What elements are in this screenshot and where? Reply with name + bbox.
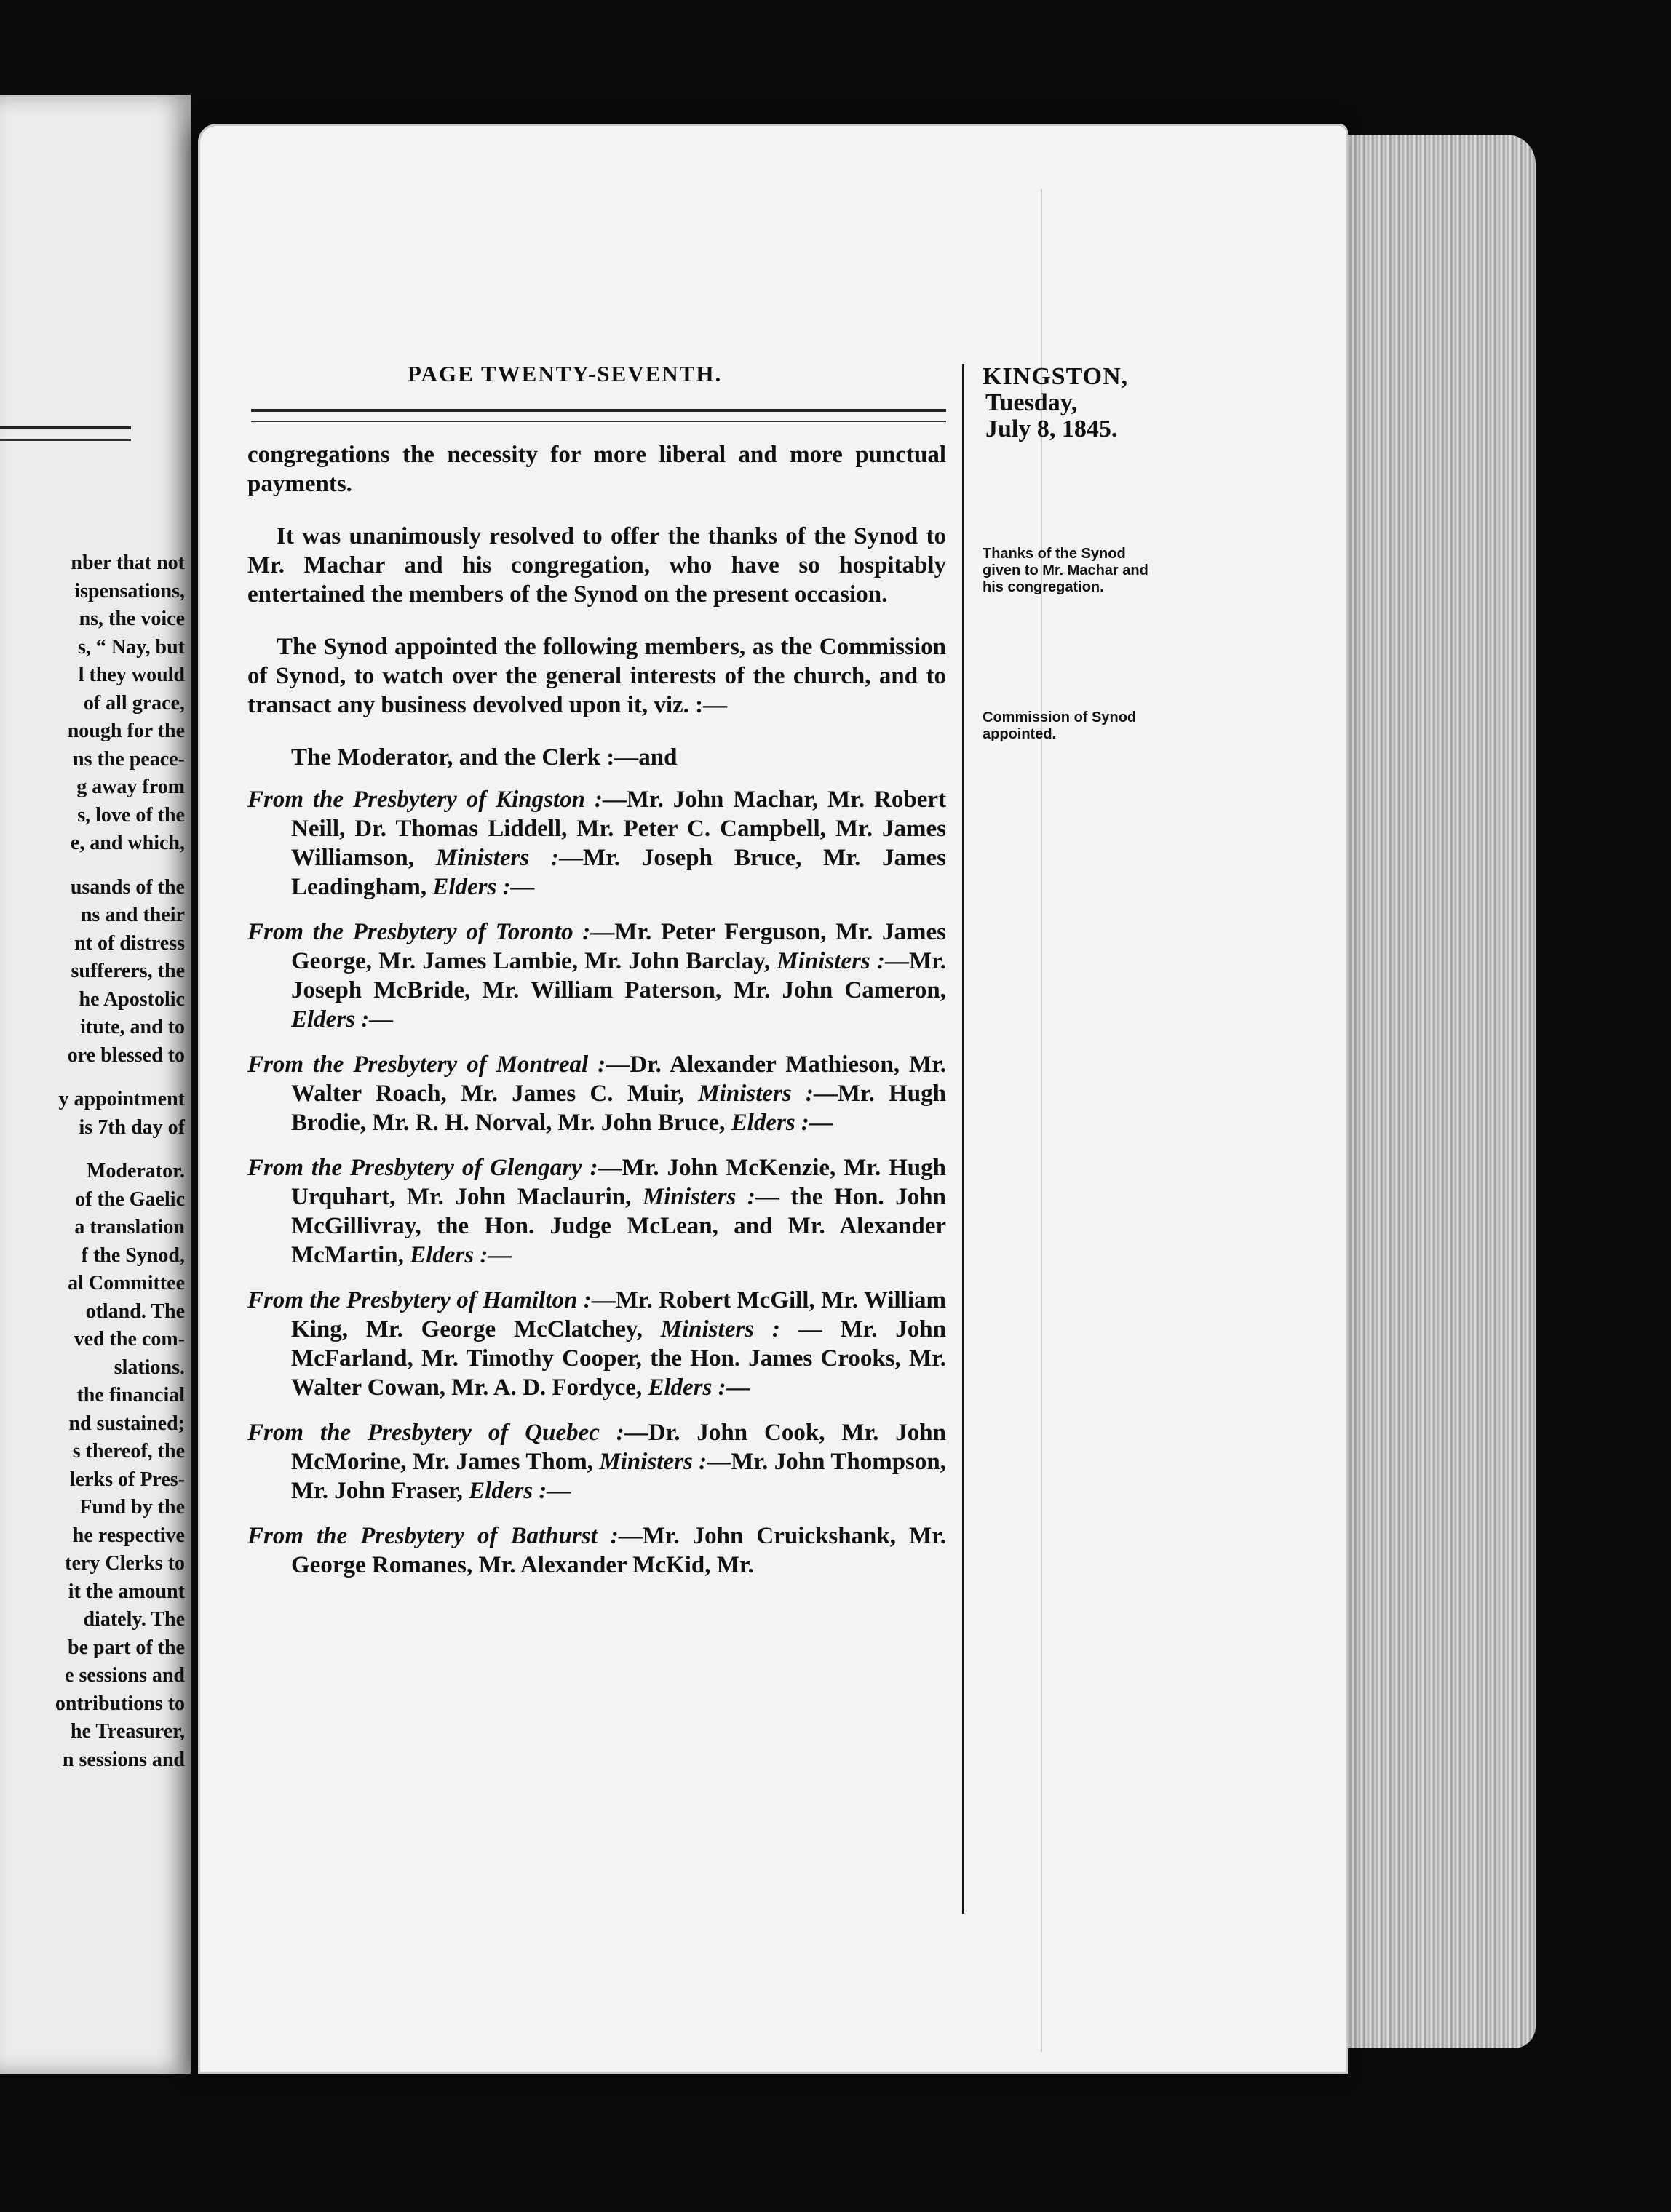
listing-ministers-label: Ministers :: [592, 1449, 707, 1475]
listing-elders: — the Hon. John McGillivray, the Hon. Judge McLean, and Mr. Alexander McMartin,: [291, 1184, 946, 1268]
margin-date: July 8, 1845.: [985, 415, 1118, 442]
left-page-line: otland. The: [85, 1300, 185, 1323]
listing-presbytery: [247, 785, 946, 902]
left-page-line: [0, 858, 185, 874]
left-page-line: ore blessed to: [67, 1043, 185, 1067]
listing-elders-label: Elders :—: [426, 874, 535, 900]
listing-presbytery: [247, 1418, 946, 1505]
margin-date-block: [983, 364, 1143, 442]
listing-elders-label: Elders :—: [642, 1374, 750, 1401]
left-page-line: a translation: [74, 1216, 185, 1238]
left-page-line: of the Gaelic: [75, 1187, 185, 1211]
left-page-line: s thereof, the: [72, 1440, 185, 1463]
paragraph-commission: The Synod appointed the following members, as the Commission of Synod, to watch over the general interests of the church, and to transact any business devolved upon it, viz. :—: [247, 634, 946, 718]
listing-heading: From the Presbytery of Quebec :: [247, 1420, 624, 1446]
left-page-line: ved the com-: [74, 1328, 185, 1350]
sidenote-commission: Commission of Synod appointed.: [983, 709, 1137, 742]
body-text: [247, 440, 946, 1596]
margin-column-rule: [962, 364, 964, 1914]
left-page-line: he respective: [72, 1524, 185, 1547]
left-page-line: the financial: [76, 1384, 185, 1407]
facing-page-left: [0, 95, 191, 2074]
left-page-line: Moderator.: [86, 1160, 185, 1182]
left-page-line: n sessions and: [62, 1748, 185, 1771]
left-page-line: usands of the: [70, 875, 185, 899]
left-page-line: he Apostolic: [79, 987, 185, 1011]
listing-ministers-label: Ministers :: [684, 1081, 814, 1107]
left-page-line: nd sustained;: [68, 1412, 185, 1435]
listing-heading: From the Presbytery of Bathurst :: [247, 1523, 619, 1549]
listing-elders-label: Elders :—: [725, 1110, 833, 1136]
listing-elders-label: Elders :—: [462, 1478, 571, 1504]
margin-city: KINGSTON,: [983, 363, 1129, 390]
left-page-line: lerks of Pres-: [69, 1468, 185, 1491]
margin-day: Tuesday,: [985, 389, 1078, 416]
left-page-line: nt of distress: [74, 931, 185, 955]
left-page-line: slations.: [114, 1356, 185, 1379]
left-page-line: [0, 1070, 185, 1086]
left-page-line: g away from: [76, 776, 185, 798]
paragraph-moderator: The Moderator, and the Clerk :—and: [291, 744, 678, 771]
left-page-line: it the amount: [68, 1580, 185, 1603]
listing-ministers: —Mr. Robert McGill, Mr. William King, Mr. George McClatchey,: [291, 1287, 946, 1342]
left-page-line: s, “ Nay, but: [77, 635, 185, 659]
left-page-line: y appointment: [58, 1088, 185, 1110]
left-page-line: l they would: [78, 664, 185, 686]
left-page-line: is 7th day of: [79, 1115, 185, 1139]
listing-ministers: —Dr. John Cook, Mr. John McMorine, Mr. James Thom,: [291, 1420, 946, 1475]
listing-elders-label: Elders :—: [403, 1242, 512, 1268]
left-page-line: itute, and to: [80, 1016, 185, 1038]
listing-bathurst: [247, 1521, 946, 1580]
left-page-line: ispensations,: [74, 579, 185, 602]
listing-ministers: —Mr. John McKenzie, Mr. Hugh Urquhart, Mr. John Maclaurin,: [291, 1155, 946, 1210]
left-page-line: ns the peace-: [73, 747, 185, 771]
page-fold-line: [1041, 189, 1042, 2052]
listing-elders: —Mr. Joseph McBride, Mr. William Paterson, Mr. John Cameron,: [291, 948, 946, 1003]
left-page-line: ontributions to: [55, 1692, 185, 1715]
listing-ministers-label: Ministers :: [770, 948, 885, 974]
left-page-line: he Treasurer,: [70, 1720, 185, 1743]
listing-elders: —Mr. Joseph Bruce, Mr. James Leadingham,: [291, 845, 946, 900]
left-page-line: Fund by the: [79, 1496, 185, 1519]
paragraph-thanks: It was unanimously resolved to offer the thanks of the Synod to Mr. Machar and his congregation, who have so hospitably entertained the members of the Synod on the present occasion.: [247, 523, 946, 608]
left-page-text: [0, 549, 185, 1774]
page-title: PAGE TWENTY-SEVENTH.: [408, 361, 723, 386]
presbytery-listings: [247, 785, 946, 1505]
left-page-line: ns, the voice: [79, 608, 185, 630]
left-page-line: be part of the: [68, 1636, 185, 1659]
listing-presbytery: [247, 1286, 946, 1402]
listing-ministers-label: Ministers :: [631, 1184, 755, 1210]
left-page-line: e, and which,: [70, 832, 185, 854]
listing-presbytery: [247, 1050, 946, 1137]
sidenote-thanks: Thanks of the Synod given to Mr. Machar and his congregation.: [983, 546, 1148, 595]
header-rule: [251, 409, 946, 422]
listing-elders: —Mr. John Thompson, Mr. John Fraser,: [291, 1449, 946, 1504]
listing-elders: —Mr. Hugh Brodie, Mr. R. H. Norval, Mr. John Bruce,: [291, 1081, 946, 1136]
left-page-line: e sessions and: [65, 1664, 185, 1687]
left-page-line: nough for the: [67, 720, 185, 742]
left-page-line: [0, 1142, 185, 1158]
listing-ministers: —Mr. John Machar, Mr. Robert Neill, Dr. Thomas Liddell, Mr. Peter C. Campbell, Mr. James Williamson,: [291, 787, 946, 871]
left-page-line: sufferers, the: [71, 960, 185, 982]
listing-elders-label: Elders :—: [291, 1006, 394, 1033]
left-page-line: nber that not: [71, 552, 185, 574]
left-page-line: f the Synod,: [81, 1244, 185, 1267]
listing-heading: From the Presbytery of Montreal :: [247, 1051, 606, 1078]
left-page-line: al Committee: [68, 1272, 185, 1294]
left-page-rule: [0, 426, 131, 441]
listing-ministers-label: Ministers :: [642, 1316, 780, 1342]
left-page-line: diately. The: [83, 1608, 185, 1631]
listing-ministers-label: Ministers :: [414, 845, 559, 871]
left-page-line: of all grace,: [83, 691, 185, 715]
listing-elders: — Mr. John McFarland, Mr. Timothy Cooper, the Hon. James Crooks, Mr. Walter Cowan, Mr. A. D. Fordyce,: [291, 1316, 946, 1401]
listing-heading: From the Presbytery of Glengary :: [247, 1155, 598, 1181]
listing-presbytery: [247, 918, 946, 1034]
listing-text: —Mr. John Cruickshank, Mr. George Romanes, Mr. Alexander McKid, Mr.: [291, 1523, 946, 1578]
listing-heading: From the Presbytery of Toronto :: [247, 919, 591, 945]
listing-ministers: —Mr. Peter Ferguson, Mr. James George, Mr. James Lambie, Mr. John Barclay,: [291, 919, 946, 974]
paragraph-continuation: congregations the necessity for more liberal and more punctual payments.: [247, 442, 946, 497]
listing-ministers: —Dr. Alexander Mathieson, Mr. Walter Roach, Mr. James C. Muir,: [291, 1051, 946, 1107]
listing-heading: From the Presbytery of Kingston :: [247, 787, 603, 813]
listing-heading: From the Presbytery of Hamilton :: [247, 1287, 592, 1313]
left-page-line: s, love of the: [77, 803, 185, 827]
listing-presbytery: [247, 1153, 946, 1270]
left-page-line: tery Clerks to: [65, 1552, 185, 1575]
left-page-line: ns and their: [80, 904, 185, 926]
